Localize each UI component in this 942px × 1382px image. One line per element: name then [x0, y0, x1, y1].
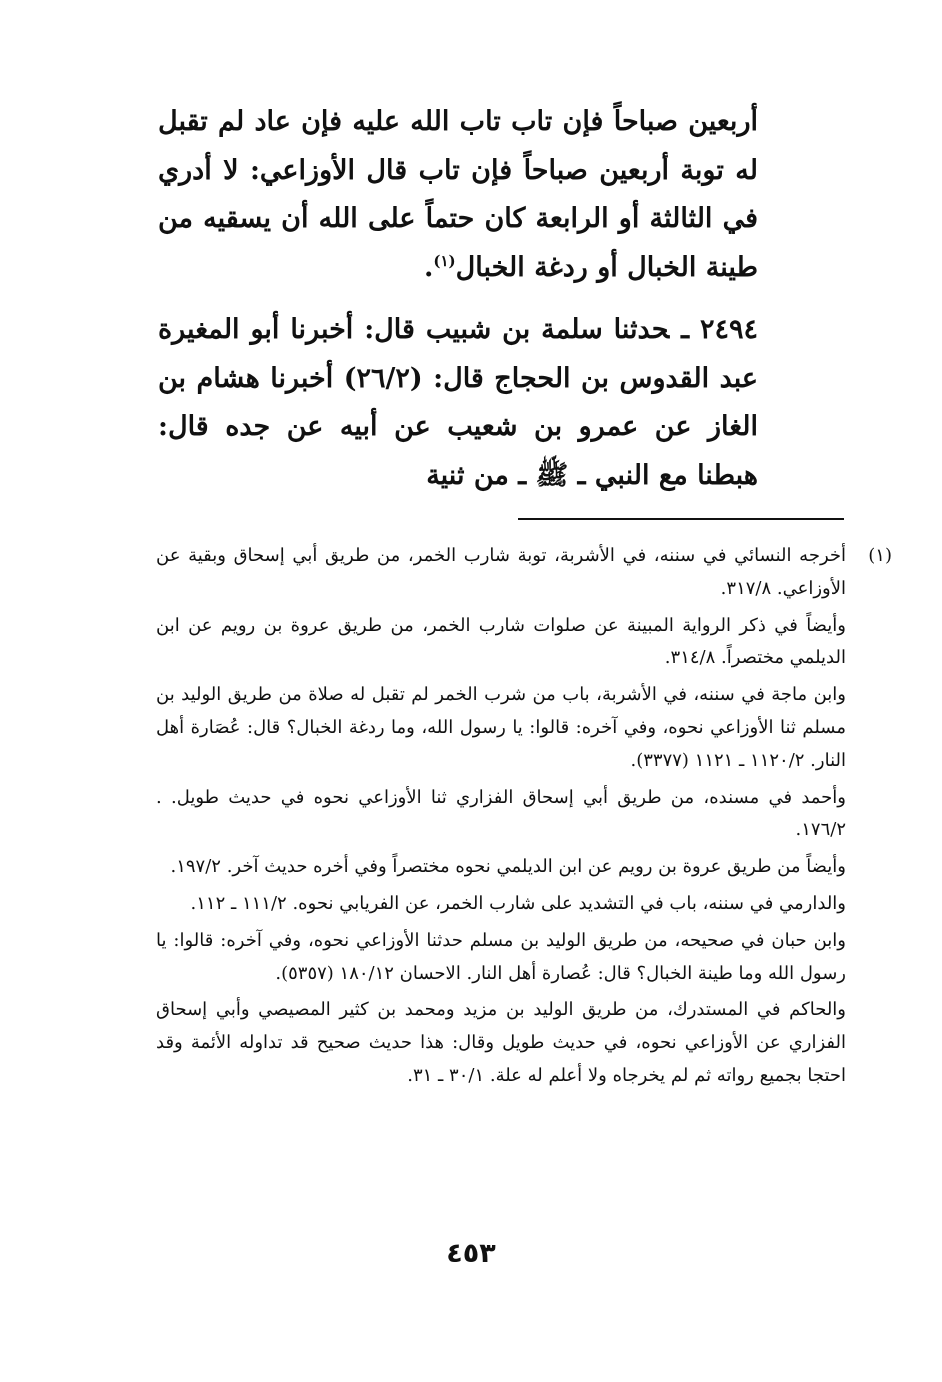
- footnote-paragraph: وابن ماجة في سننه، في الأشربة، باب من شرب الخمر لم تقبل له صلاة من طريق الوليد بن مسلم ثنا الأوزاعي نحوه، وفي آخره: قالوا: يا رسول الله، وما ردغة الخبال؟ قال: عُصَارة أهل النار. ١١٢٠/٢ ـ ١١٢١ (٣٣٧٧).: [156, 684, 846, 771]
- hadith-text: حدثنا سلمة بن شبيب قال: أخبرنا أبو المغيرة عبد القدوس بن الحجاج قال: (٢٦/٢) أخبرنا هشام بن الغاز عن عمرو بن شعيب عن أبيه عن جده قال: هبطنا مع النبي ـ ﷺ ـ من ثنية: [158, 314, 758, 491]
- footnote-paragraph: وأيضاً في ذكر الرواية المبينة عن صلوات شارب الخمر، من طريق عروة بن رويم عن ابن الديلمي مختصراً. ٣١٤/٨.: [156, 614, 846, 669]
- hadith-continuation: [158, 98, 758, 292]
- footnote-paragraph: أخرجه النسائي في سننه، في الأشربة، توبة شارب الخمر، من طريق أبي إسحاق وبقية عن الأوزاعي. ٣١٧/٨.: [156, 545, 846, 599]
- hadith-entry: [158, 306, 758, 500]
- footnote-reference: (١): [433, 251, 456, 270]
- continuation-text: أربعين صباحاً فإن تاب تاب الله عليه فإن عاد لم تقبل له توبة أربعين صباحاً فإن تاب قال الأوزاعي: لا أدري في الثالثة أو الرابعة كان حتماً على الله أن يسقيه من طينة الخبال أو ردغة الخبال: [158, 106, 758, 283]
- footnote-paragraph: وأحمد في مسنده، من طريق أبي إسحاق الفزاري ثنا الأوزاعي نحوه في حديث طويل. . ١٧٦/٢.: [156, 786, 846, 841]
- footnote-paragraph: والحاكم في المستدرك، من طريق الوليد بن مزيد ومحمد بن كثير المصيصي وأبي إسحاق الفزاري عن الأوزاعي نحوه، في حديث طويل وقال: هذا حديث صحيح قد تداوله الأئمة وقد احتجا بجميع رواته ثم لم يخرجاه ولا أعلم له علة. ٣٠/١ ـ ٣١.: [156, 999, 846, 1086]
- footnote-paragraph: وأيضاً من طريق عروة بن رويم عن ابن الديلمي نحوه مختصراً وفي أخره حديث آخر. ١٩٧/٢.: [170, 856, 846, 878]
- page-number: ٤٥٣: [446, 1238, 496, 1269]
- continuation-end: .: [423, 251, 434, 283]
- footnote-separator: [518, 518, 844, 520]
- footnotes: [156, 540, 892, 1097]
- hadith-number: ٢٤٩٤ ـ: [681, 314, 758, 345]
- footnote-marker: (١): [868, 545, 892, 566]
- footnote-paragraph: وابن حبان في صحيحه، من طريق الوليد بن مسلم حدثنا الأوزاعي نحوه، وفي آخره: قالوا: يا رسول الله وما طينة الخبال؟ قال: عُصارة أهل النار. الاحسان ١٨٠/١٢ (٥٣٥٧).: [156, 929, 846, 984]
- main-text: [158, 98, 758, 500]
- footnote-paragraph: والدارمي في سننه، باب في التشديد على شارب الخمر، عن الفريابي نحوه. ١١١/٢ ـ ١١٢.: [190, 892, 846, 914]
